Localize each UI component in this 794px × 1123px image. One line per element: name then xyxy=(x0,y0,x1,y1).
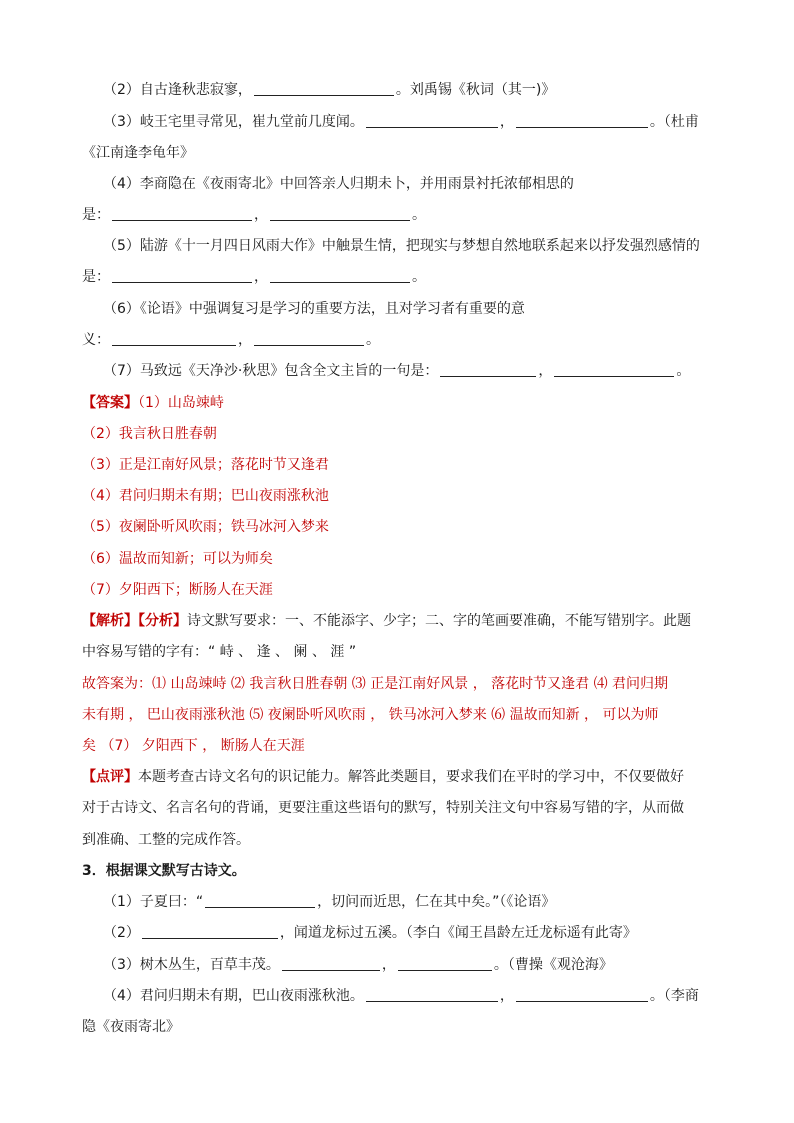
answer-blank xyxy=(398,955,492,971)
q2-item-2: （2）自古逢秋悲寂寥， 。刘禹锡《秋词（其一)》 xyxy=(103,82,556,98)
analysis-line-4: 未有期 ， 巴山夜雨涨秋池 ⑸ 夜阑卧听风吹雨 ， 铁马冰河入梦来 ⑹ 温故而知新 ， 可以为师 xyxy=(82,707,659,723)
q3-item-3: （3）树木丛生，百草丰茂。 ， 。（曹操《观沧海》 xyxy=(103,957,613,973)
answer-blank xyxy=(254,80,394,96)
comment-line-3: 到准确、工整的完成作答。 xyxy=(82,832,250,848)
q3-item-4-cont: 隐《夜雨寄北》 xyxy=(82,1019,180,1035)
answer-blank xyxy=(205,892,315,908)
analysis-line-5: 矣 （7） 夕阳西下 ， 断肠人在天涯 xyxy=(82,738,305,754)
answer-blank xyxy=(112,267,252,283)
answer-line-1: 【答案】（1）山岛竦峙 xyxy=(82,395,224,411)
answer-blank xyxy=(270,205,410,221)
analysis-line-3: 故答案为：⑴ 山岛竦峙 ⑵ 我言秋日胜春朝 ⑶ 正是江南好风景 ， 落花时节又逢君 ⑷ 君问归期 xyxy=(82,676,669,692)
analysis-line-1: 【解析】【分析】诗文默写要求：一、不能添字、少字；二、字的笔画要准确，不能写错别字。此题 xyxy=(82,613,691,629)
comment-line-2: 对于古诗文、名言名句的背诵，更要注重这些语句的默写，特别关注文句中容易写错的字，从而做 xyxy=(82,800,684,816)
q3-item-4: （4）君问归期未有期，巴山夜雨涨秋池。 ， 。（李商 xyxy=(103,988,699,1004)
answer-line-6: （6）温故而知新；可以为师矣 xyxy=(82,551,273,567)
answer-line-5: （5）夜阑卧听风吹雨；铁马冰河入梦来 xyxy=(82,519,329,535)
answer-line-3: （3）正是江南好风景；落花时节又逢君 xyxy=(82,457,329,473)
answer-blank xyxy=(112,330,236,346)
answer-line-7: （7）夕阳西下；断肠人在天涯 xyxy=(82,582,273,598)
q3-item-2: （2） ，闻道龙标过五溪。（李白《闻王昌龄左迁龙标遥有此寄》 xyxy=(103,925,637,941)
q2-item-3-cont: 《江南逢李龟年》 xyxy=(82,145,194,161)
q2-item-6: （6）《论语》中强调复习是学习的重要方法，且对学习者有重要的意 xyxy=(103,301,525,317)
q2-item-3: （3）岐王宅里寻常见，崔九堂前几度闻。 ， 。（杜甫 xyxy=(103,114,699,130)
q2-item-4: （4）李商隐在《夜雨寄北》中回答亲人归期未卜，并用雨景衬托浓郁相思的 xyxy=(103,176,574,192)
answer-line-4: （4）君问归期未有期；巴山夜雨涨秋池 xyxy=(82,488,329,504)
answer-blank xyxy=(516,986,648,1002)
q2-item-7: （7）马致远《天净沙·秋思》包含全文主旨的一句是： ， 。 xyxy=(103,363,691,379)
answer-tag: 【答案】 xyxy=(82,395,138,411)
analysis-tag: 【解析】【分析】 xyxy=(82,613,187,629)
answer-blank xyxy=(270,267,410,283)
q3-item-1: （1）子夏曰：“ ，切问而近思，仁在其中矣。”（《论语》 xyxy=(103,894,556,910)
answer-blank xyxy=(142,923,278,939)
answer-blank xyxy=(254,330,364,346)
analysis-line-2: 中容易写错的字有：“ 峙 、 逢 、 阑 、 涯 ” xyxy=(82,644,357,660)
answer-blank xyxy=(516,112,648,128)
answer-blank xyxy=(112,205,252,221)
q2-item-4-cont: 是： ， 。 xyxy=(82,207,426,223)
comment-tag: 【点评】 xyxy=(82,769,138,785)
q3-title: 3．根据课文默写古诗文。 xyxy=(82,863,246,879)
answer-blank xyxy=(440,361,536,377)
answer-blank xyxy=(366,112,498,128)
q2-item-6-cont: 义： ， 。 xyxy=(82,332,380,348)
q2-item-5: （5）陆游《十一月四日风雨大作》中触景生情，把现实与梦想自然地联系起来以抒发强烈感情的 xyxy=(103,238,700,254)
answer-blank xyxy=(282,955,380,971)
answer-line-2: （2）我言秋日胜春朝 xyxy=(82,426,217,442)
q2-item-5-cont: 是： ， 。 xyxy=(82,269,426,285)
answer-blank xyxy=(366,986,498,1002)
comment-line-1: 【点评】本题考查古诗文名句的识记能力。解答此类题目，要求我们在平时的学习中，不仅要做好 xyxy=(82,769,684,785)
answer-blank xyxy=(554,361,674,377)
